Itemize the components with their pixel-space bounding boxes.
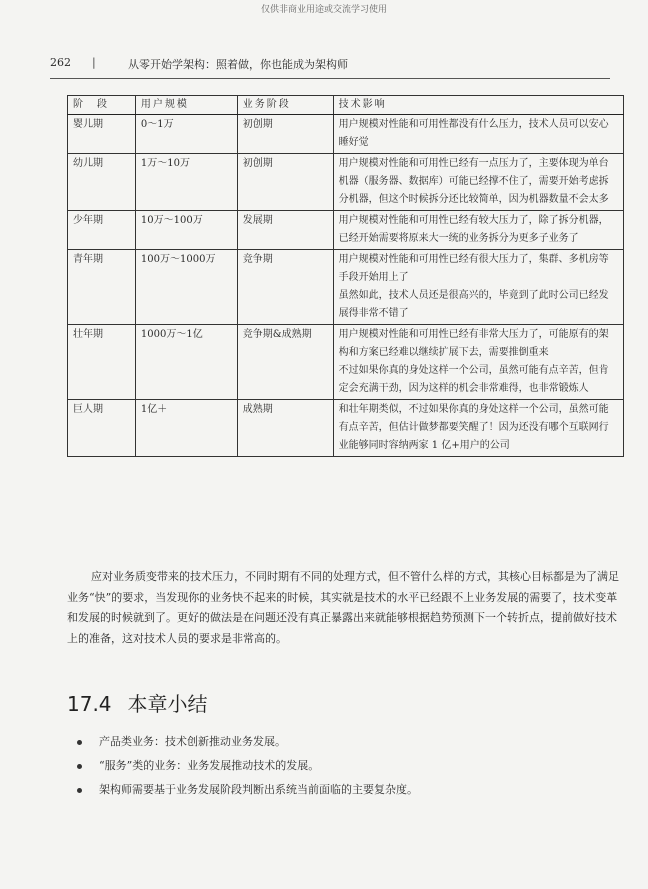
column-header-scale: 用户规模 [135,96,237,115]
bullet-icon [77,788,82,793]
bullet-icon [77,764,82,769]
column-header-stage: 阶 段 [68,96,136,115]
table-row [68,325,624,400]
table-row [68,211,624,250]
header-rule [50,78,610,79]
cell-scale: 1000万～1亿 [135,325,237,400]
impact-text: 和壮年期类似，不过如果你真的身处这样一个公司，虽然可能有点辛苦，但估计做梦都要笑醒了！因为还没有哪个互联网行业能够同时容纳两家 1 亿+用户的公司 [338,404,609,451]
cell-phase: 成熟期 [237,400,333,457]
table-row [68,115,624,154]
summary-list [67,731,624,803]
impact-text: 用户规模对性能和可用性都没有什么压力，技术人员可以安心睡好觉 [338,119,609,148]
column-header-impact: 技术影响 [333,96,623,115]
list-item-text: “服务”类的业务：业务发展推动技术的发展。 [99,759,320,772]
column-header-phase: 业务阶段 [237,96,333,115]
impact-text: 用户规模对性能和可用性已经有较大压力了，除了拆分机器，已经开始需要将原来大一统的业务拆分为更多子业务了 [338,215,609,244]
page-header [50,56,610,74]
header-separator: | [92,56,96,69]
section-number: 17.4 [67,692,112,716]
table-header-row [68,96,624,115]
cell-scale: 1亿＋ [135,400,237,457]
cell-stage: 少年期 [68,211,136,250]
cell-stage: 婴儿期 [68,115,136,154]
cell-scale: 10万～100万 [135,211,237,250]
cell-impact [333,400,623,457]
cell-phase: 竞争期 [237,250,333,325]
watermark-text: 仅供非商业用途或交流学习使用 [260,5,387,15]
table-row [68,400,624,457]
list-item-text: 架构师需要基于业务发展阶段判断出系统当前面临的主要复杂度。 [99,783,418,796]
cell-stage: 壮年期 [68,325,136,400]
impact-text: 用户规模对性能和可用性已经有很大压力了，集群、多机房等手段开始用上了 [338,254,609,283]
growth-stage-table [67,95,624,457]
book-title: 从零开始学架构：照着做，你也能成为架构师 [128,58,348,71]
list-item [67,779,624,803]
section-heading [67,688,208,717]
impact-text-note: 不过如果你真的身处这样一个公司，虽然可能有点辛苦，但肯定会充满干劲，因为这样的机会非常难得，也非常锻炼人 [338,365,609,394]
cell-scale: 100万～1000万 [135,250,237,325]
cell-impact [333,211,623,250]
cell-stage: 青年期 [68,250,136,325]
list-item [67,755,624,779]
body-paragraph: 应对业务质变带来的技术压力，不同时期有不同的处理方式，但不管什么样的方式，其核心目标都是为了满足业务“快”的要求，当发现你的业务快不起来的时候，其实就是技术的水平已经跟不上业务发展的需要了，技术变革和发展的时候就到了。更好的做法是在问题还没有真正暴露出来就能够根据趋势预测下一个转折点，提前做好技术上的准备，这对技术人员的要求是非常高的。 [67,570,619,645]
impact-text: 用户规模对性能和可用性已经有非常大压力了，可能原有的架构和方案已经难以继续扩展下去，需要推倒重来 [338,329,609,358]
table-row [68,154,624,211]
cell-impact [333,325,623,400]
cell-impact [333,115,623,154]
cell-phase: 初创期 [237,115,333,154]
list-item-text: 产品类业务：技术创新推动业务发展。 [99,735,286,748]
cell-phase: 发展期 [237,211,333,250]
bullet-icon [77,740,82,745]
cell-stage: 巨人期 [68,400,136,457]
impact-text-note: 虽然如此，技术人员还是很高兴的，毕竟到了此时公司已经发展得非常不错了 [338,290,609,319]
section-title: 本章小结 [127,692,208,716]
cell-phase: 初创期 [237,154,333,211]
cell-scale: 1万～10万 [135,154,237,211]
cell-stage: 幼儿期 [68,154,136,211]
cell-impact [333,250,623,325]
table-row [68,250,624,325]
cell-scale: 0～1万 [135,115,237,154]
cell-phase: 竞争期&成熟期 [237,325,333,400]
page-number: 262 [50,56,71,69]
list-item [67,731,624,755]
cell-impact [333,154,623,211]
impact-text: 用户规模对性能和可用性已经有一点压力了，主要体现为单台机器（服务器、数据库）可能已经撑不住了，需要开始考虑拆分机器，但这个时候拆分还比较简单，因为机器数量不会太多 [338,158,609,205]
